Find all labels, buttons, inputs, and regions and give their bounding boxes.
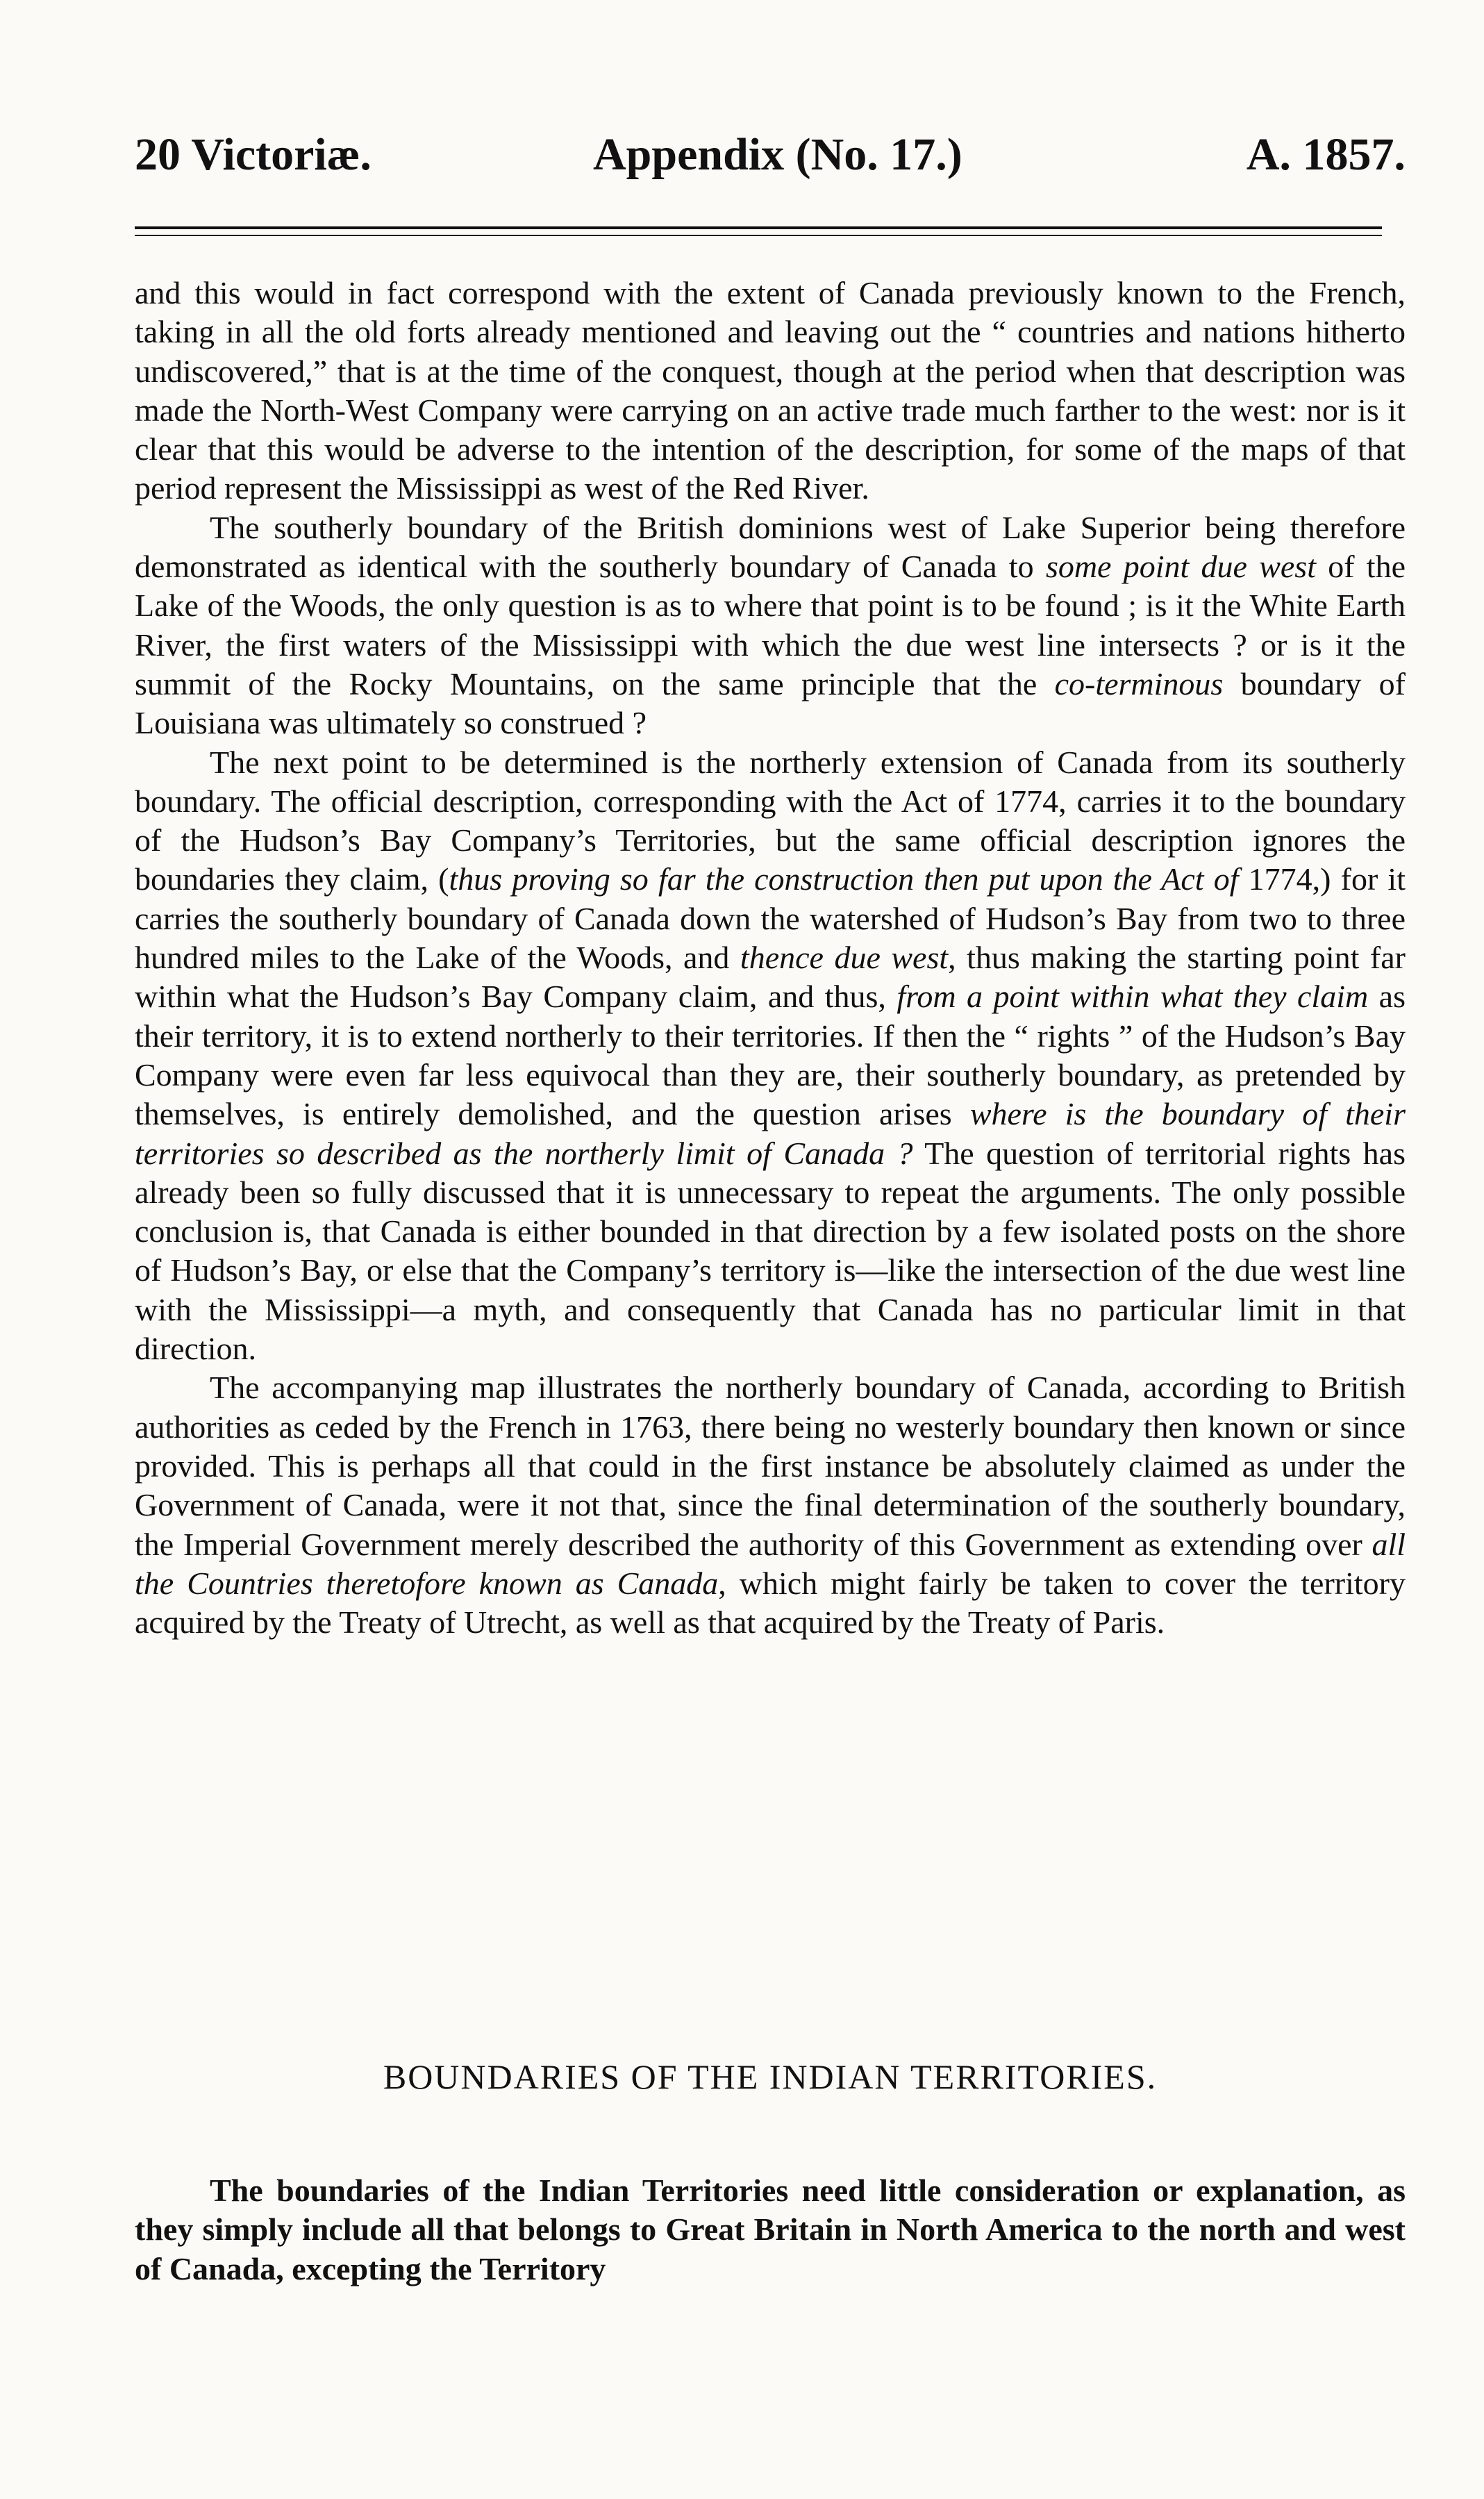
italic-phrase: thus proving so far the construction then put upon the Act of <box>449 861 1239 897</box>
text-run: The next point to be determined is the northerly extension of Canada from its southerly boundary. The official description, corresponding with the Act of 1774, carries it to the boundary of the Hudson’s Bay Company’s Territories, but the same official description ignores the boundaries they claim, ( <box>135 744 1406 897</box>
italic-phrase: all the Countries theretofore known as Canada <box>135 1526 1406 1601</box>
body-paragraph <box>135 274 1406 508</box>
header-year: A. 1857. <box>1246 129 1406 180</box>
section-heading: BOUNDARIES OF THE INDIAN TERRITORIES. <box>383 2057 1158 2096</box>
text-run: The question of territorial rights has already been so fully discussed that it is unnecessary to repeat the arguments. The only possible conclusion is, that Canada is either bounded in that direction by a few isolated posts on the shore of Hudson’s Bay, or else that the Company’s territory is—like the intersection of the due west line with the Mississippi—a myth, and consequently that Canada has no particular limit in that direction. <box>135 1135 1406 1367</box>
text-run: boundary of Louisiana was ultimately so construed ? <box>135 665 1406 741</box>
header-session: 20 Victoriæ. <box>135 129 372 180</box>
text-run: , thus making the starting point far within what the Hudson’s Bay Company claim, and thus, <box>135 940 1406 1015</box>
italic-phrase: where is the boundary of their territories so described as the northerly limit of Canada ? <box>135 1096 1406 1171</box>
section-paragraph: The boundaries of the Indian Territories need little consideration or explanation, as they simply include all that belongs to Great Britain in North America to the north and west of Canada, excepting the Territory <box>135 2173 1406 2286</box>
body-paragraph <box>135 1368 1406 1642</box>
page-header <box>135 124 1406 186</box>
italic-phrase: co-terminous <box>1054 665 1224 701</box>
italic-phrase: from a point within what they claim <box>897 979 1369 1015</box>
body-text <box>135 274 1406 1642</box>
italic-phrase: some point due west <box>1045 549 1316 585</box>
italic-phrase: thence due west <box>740 940 949 976</box>
text-run: 1774,) for it carries the southerly boundary of Canada down the watershed of Hudson’s Bay from two to three hundred miles to the Lake of the Woods, and <box>135 861 1406 976</box>
body-paragraph <box>135 508 1406 743</box>
text-run: The southerly boundary of the British dominions west of Lake Superior being therefore demonstrated as identical with the southerly boundary of Canada to <box>135 509 1406 585</box>
header-rule-thick <box>135 226 1382 229</box>
body-paragraph <box>135 743 1406 1369</box>
text-run: and this would in fact correspond with the extent of Canada previously known to the French, taking in all the old forts already mentioned and leaving out the “ countries and nations hitherto undiscovered,” that is at the time of the conquest, though at the period when that description was made the North-West Company were carrying on an active trade much farther to the west: nor is it clear that this would be adverse to the intention of the description, for some of the maps of that period represent the Mississippi as west of the Red River. <box>135 275 1406 506</box>
section-body <box>135 2171 1406 2289</box>
header-appendix: Appendix (No. 17.) <box>593 129 962 180</box>
text-run: The accompanying map illustrates the northerly boundary of Canada, according to British authorities as ceded by the French in 1763, there being no westerly boundary then known or since provided. This is perhaps all that could in the first instance be absolutely claimed as under the Government of Canada, were it not that, since the final determination of the southerly boundary, the Imperial Government merely described the authority of this Government as extending over <box>135 1370 1406 1562</box>
text-run: of the Lake of the Woods, the only question is as to where that point is to be found ; is it the White Earth River, the first waters of the Mississippi with which the due west line intersects ? or is it the summit of the Rocky Mountains, on the same principle that the <box>135 549 1406 701</box>
text-run: , which might fairly be taken to cover the territory acquired by the Treaty of Utrecht, as well as that acquired by the Treaty of Paris. <box>135 1565 1406 1641</box>
text-run: as their territory, it is to extend northerly to their territories. If then the “ rights ” of the Hudson’s Bay Company were even far less equivocal than they are, their southerly boundary, as pretended by themselves, is entirely demolished, and the question arises <box>135 979 1406 1132</box>
header-rule-thin <box>135 235 1382 236</box>
